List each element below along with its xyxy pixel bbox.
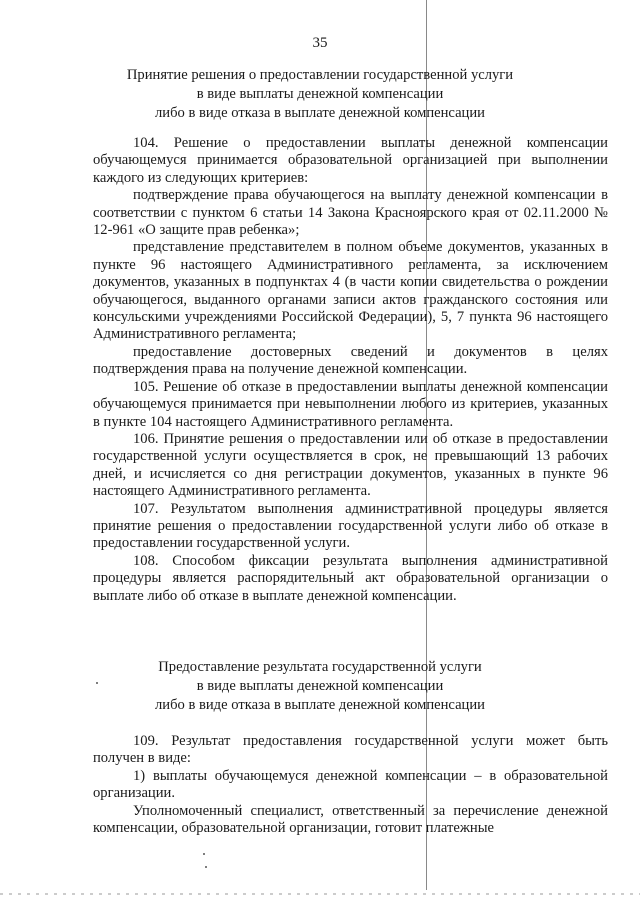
heading-line: либо в виде отказа в выплате денежной компенсации — [154, 697, 485, 713]
section-body-decision — [93, 135, 608, 605]
section-heading-result — [80, 658, 560, 715]
criterion-item: представление представителем в полном объеме документов, указанных в пункте 96 настоящего Административного регламента, за исключением документов, указанных в подпунктах 4 (в части копии свидетельства о рождении обучающегося, выданного органами записи актов гражданского состояния или консульскими учреждениями Российской Федерации), 5, 7 пункта 96 настоящего Административного регламента; — [93, 239, 608, 343]
paragraph-108: 108. Способом фиксации результата выполнения административной процедуры является распорядительный акт образовательной организации о выплате либо об отказе в выплате денежной компенсации. — [93, 552, 608, 604]
heading-line: в виде выплаты денежной компенсации — [196, 678, 444, 694]
heading-line: Предоставление результата государственной услуги — [158, 659, 482, 675]
paragraph-104: 104. Решение о предоставлении выплаты денежной компенсации обучающемуся принимается образовательной организацией при выполнении каждого из следующих критериев: — [93, 135, 608, 186]
criterion-item: подтверждение права обучающегося на выплату денежной компенсации в соответствии с пунктом 6 статьи 14 Закона Красноярского края от 02.11.2000 № 12-961 «О защите прав ребенка»; — [93, 187, 608, 239]
scan-artifact-dot — [205, 866, 207, 868]
scan-artifact-bottom — [0, 893, 640, 895]
paragraph-105: 105. Решение об отказе в предоставлении выплаты денежной компенсации обучающемуся принимается при невыполнении любого из критериев, указанных в пункте 104 настоящего Административного регламента. — [93, 378, 608, 430]
criterion-item: предоставление достоверных сведений и документов в целях подтверждения права на получение денежной компенсации. — [93, 343, 608, 378]
paragraph-109: 109. Результат предоставления государственной услуги может быть получен в виде: — [93, 733, 608, 767]
heading-line: Принятие решения о предоставлении государственной услуги — [126, 67, 514, 83]
paragraph-106: 106. Принятие решения о предоставлении или об отказе в предоставлении государственной услуги осуществляется в срок, не превышающий 13 рабочих дней, и исчисляется со дня регистрации документов, указанных в пункте 96 настоящего Административного регламента. — [93, 430, 608, 500]
paragraph-107: 107. Результатом выполнения административной процедуры является принятие решения о предоставлении государственной услуги либо об отказе в предоставлении государственной услуги. — [93, 500, 608, 552]
scan-artifact-dot — [203, 853, 205, 855]
heading-line: в виде выплаты денежной компенсации — [196, 86, 444, 102]
heading-line: либо в виде отказа в выплате денежной компенсации — [154, 105, 485, 121]
paragraph-specialist: Уполномоченный специалист, ответственный за перечисление денежной компенсации, образовательной организации, готовит платежные — [93, 802, 608, 837]
section-heading-decision — [80, 66, 560, 123]
scan-artifact-dot — [96, 682, 98, 684]
page-number: 35 — [312, 35, 328, 51]
result-item: 1) выплаты обучающемуся денежной компенсации – в образовательной организации. — [93, 767, 608, 802]
section-body-result — [93, 733, 608, 837]
